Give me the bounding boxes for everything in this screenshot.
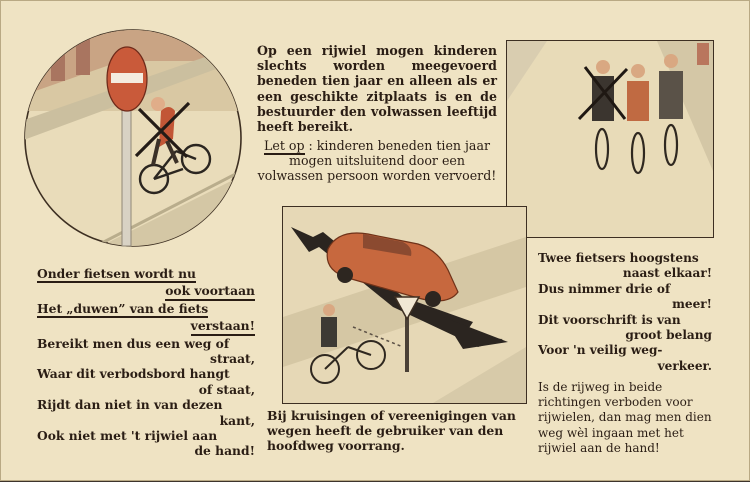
three-cyclists-frame [506,40,714,238]
right-line-8: verkeer. [657,358,712,373]
right-line-4: meer! [672,297,712,312]
right-line-2: naast elkaar! [622,266,712,281]
right-line-6: groot belang [625,328,712,343]
let-op-block [257,138,497,184]
one-way-rule-paragraph: Is de rijweg in beide richtingen verboden voor rijwielen, dan mag men dien weg wèl ingaan met het rijwiel aan de hand! [538,380,712,455]
intersection-frame [282,206,527,404]
rhyme-heading-2b: verstaan! [191,318,255,335]
rhyme-heading-1b: ook voortaan [165,283,255,300]
rhyme-line-8: de hand! [194,443,255,459]
left-rhyme [37,266,255,459]
rhyme-heading-2a: Het „duwen” van de fiets [37,301,208,318]
one-way-rule-text [538,380,712,456]
intersection-illustration [283,207,526,403]
rhyme-line-1: Bereikt men dus een weg of [37,335,230,351]
passenger-rule-text [257,43,497,134]
let-op-label: Let op [264,138,305,153]
right-line-3: Dus nimmer drie of [538,281,671,296]
rhyme-line-3: Waar dit verbodsbord hangt [37,366,230,382]
passenger-rule-paragraph: Op een rijwiel mogen kinderen slechts worden meegevoerd beneden tien jaar en alleen als er een geschikte zitplaats is en de bestuurder den volwassen leeftijd heeft bereikt. [257,43,497,135]
rhyme-line-5: Rijdt dan niet in van dezen [37,397,223,413]
rhyme-line-7: Ook niet met 't rijwiel aan [37,428,218,444]
rhyme-line-4: of staat, [198,381,255,397]
priority-caption-text: Bij kruisingen of vereenigingen van wegen heeft de gebruiker van den hoofdweg voorrang. [267,408,516,454]
right-line-7: Voor 'n veilig weg- [538,343,663,358]
rhyme-heading-1a: Onder fietsen wordt nu [37,266,196,283]
right-rhyme [538,251,712,374]
right-line-5: Dit voorschrift is van [538,312,681,327]
three-cyclists-illustration [507,41,713,237]
rhyme-line-2: straat, [210,351,255,367]
rhyme-line-6: kant, [219,412,255,428]
priority-caption [267,408,523,454]
let-op-text: : kinderen beneden tien jaar mogen uitsluitend door een volwassen persoon worden vervoerd! [257,138,497,184]
right-line-1: Twee fietsers hoogstens [538,251,699,265]
